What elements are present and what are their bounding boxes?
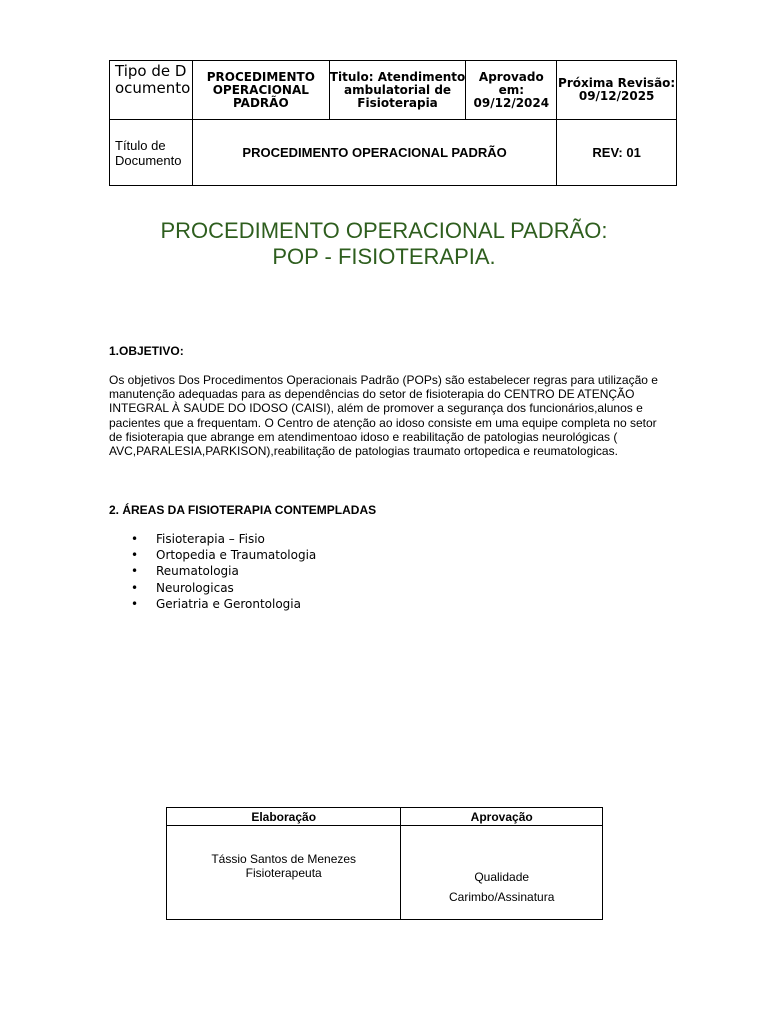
objetivo-paragraph: Os objetivos Dos Procedimentos Operacionais Padrão (POPs) são estabelecer regras para utilização e manutenção adequadas para as dependências do setor de fisioterapia do CENTRO DE ATENÇÃO INTEGRAL À SAUDE DO IDOSO (CAISI), além de promover a segurança dos funcionários,alunos e pacientes que a frequentam. O Centro de atenção ao idoso consiste em uma equipe completa no setor de fisioterapia que abrange em atendimentoao idoso e reabilitação de patologias neurológicas ( AVC,PARALESIA,PARKISON),reabilitação de patologias traumato ortopedica e reumatologicas. [109, 373, 658, 459]
objetivo-heading: 1.OBJETIVO: [109, 344, 184, 358]
areas-list [109, 531, 316, 612]
list-item-label: Ortopedia e Traumatologia [156, 548, 317, 563]
elaborador-name: Tássio Santos de Menezes [211, 852, 357, 866]
list-item [109, 563, 316, 579]
aprovacao-cell [401, 826, 603, 920]
main-title [0, 218, 768, 270]
list-item [109, 547, 316, 563]
titulo-documento-label: Título de Documento [110, 120, 193, 186]
main-title-line-2: POP - FISIOTERAPIA. [272, 244, 496, 269]
list-item-label: Neurologicas [156, 580, 234, 595]
list-item [109, 580, 316, 596]
areas-heading: 2. ÁREAS DA FISIOTERAPIA CONTEMPLADAS [109, 503, 377, 517]
bullet-icon: • [131, 580, 139, 595]
next-revision-date: Próxima Revisão: 09/12/2025 [557, 61, 677, 120]
elaboracao-header: Elaboração [167, 808, 401, 826]
tipo-documento-value: PROCEDIMENTO OPERACIONAL PADRÃO [192, 61, 329, 120]
revision-number: REV: 01 [557, 120, 677, 186]
list-item-label: Geriatria e Gerontologia [156, 596, 301, 611]
elaboracao-cell [167, 826, 401, 920]
bullet-icon: • [131, 596, 139, 611]
approval-date: Aprovado em: 09/12/2024 [466, 61, 557, 120]
main-title-line-1: PROCEDIMENTO OPERACIONAL PADRÃO: [160, 218, 608, 243]
header-table [109, 60, 677, 186]
list-item-label: Fisioterapia – Fisio [156, 532, 265, 546]
list-item [109, 531, 316, 547]
aprovacao-header: Aprovação [401, 808, 603, 826]
list-item-label: Reumatologia [156, 564, 239, 579]
carimbo-assinatura-label: Carimbo/Assinatura [449, 890, 555, 904]
signature-table [166, 807, 603, 920]
aprovador-label: Qualidade [474, 870, 530, 884]
tipo-documento-label: Tipo de Documento [110, 61, 193, 120]
bullet-icon: • [131, 548, 139, 563]
bullet-icon: • [131, 564, 139, 579]
bullet-icon: • [131, 532, 139, 546]
document-subject: Titulo: Atendimento ambulatorial de Fisioterapia [329, 61, 466, 120]
list-item [109, 596, 316, 612]
elaborador-role: Fisioterapeuta [245, 866, 322, 880]
titulo-documento-value: PROCEDIMENTO OPERACIONAL PADRÃO [192, 120, 556, 186]
